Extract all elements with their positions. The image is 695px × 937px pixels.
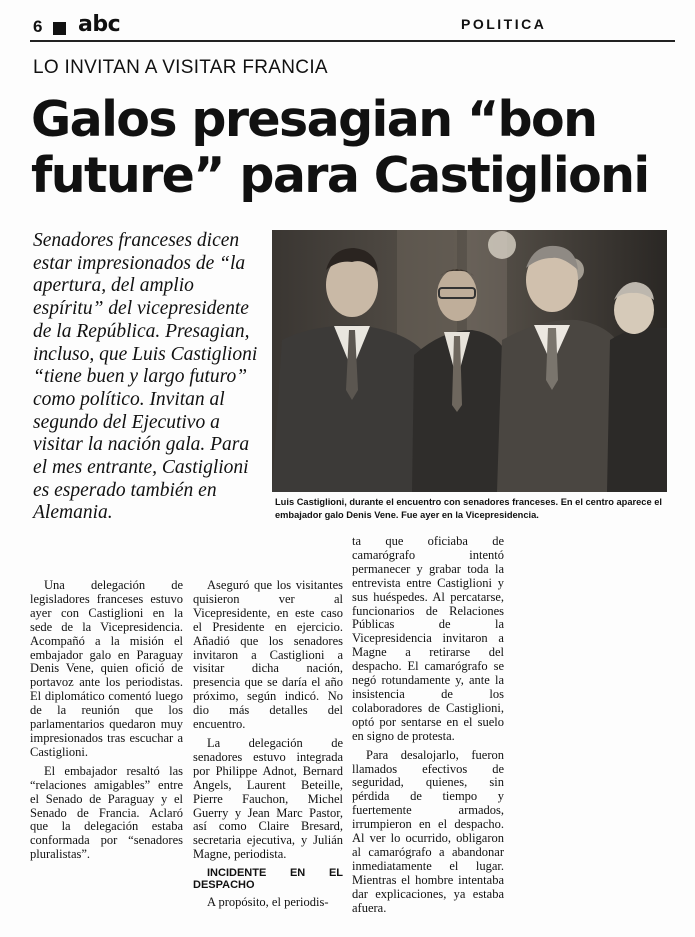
paragraph: Una delegación de legisladores franceses estuvo ayer con Castiglioni en la sede de la Vicepresidencia. Acompañó a la misión el embajador galo en Paraguay Denis Vene, quien ofició de portavoz ante los periodistas. El diplomático comentó luego de la reunión que los parlamentarios quedaron muy impresionados tras escuchar a Castiglioni. bbox=[30, 578, 183, 759]
section-label: POLITICA bbox=[461, 16, 547, 32]
paragraph: Aseguró que los visitantes quisieron ver al Vicepresidente, en este caso el Presidente en ejercicio. Añadió que los senadores invitaron a Castiglioni a visitar dicha nación, presencia que se daría el año próximo, según indicó. No dio más detalles del encuentro. bbox=[193, 578, 343, 732]
headline-line-2: future” para Castiglioni bbox=[31, 147, 649, 204]
paragraph: Para desalojarlo, fueron llamados efectivos de seguridad, quienes, sin pérdida de tiempo y fuertemente armados, irrumpieron en el despacho. Al ver lo ocurrido, obligaron al camarógrafo a abandonar inmediatamente el lugar. Mientras el hombre intentaba dar explicaciones, ya estaba afuera. bbox=[352, 747, 504, 915]
newspaper-logo: abc bbox=[78, 12, 121, 37]
text-column-1 bbox=[30, 579, 183, 862]
paragraph: El embajador resaltó las “relaciones amigables” entre el Senado de Paraguay y el Senado de Francia. Aclaró que la delegación estaba conformada por “senadores pluralistas”. bbox=[30, 763, 183, 862]
news-photo bbox=[272, 230, 667, 492]
photo-illustration bbox=[272, 230, 667, 492]
header-rule bbox=[30, 40, 675, 42]
square-bullet-icon bbox=[53, 22, 66, 35]
article-kicker: LO INVITAN A VISITAR FRANCIA bbox=[33, 57, 328, 78]
section-subhead: INCIDENTE EN EL DESPACHO bbox=[193, 867, 343, 892]
text-column-2 bbox=[193, 579, 343, 910]
page-number: 6 bbox=[33, 17, 43, 36]
photo-caption: Luis Castiglioni, durante el encuentro con senadores franceses. En el centro aparece el embajador galo Denis Vene. Fue ayer en la Vicepresidencia. bbox=[275, 497, 662, 520]
paragraph: A propósito, el periodis- bbox=[207, 895, 329, 910]
article-headline bbox=[31, 92, 671, 204]
headline-line-1: Galos presagian “bon bbox=[31, 91, 597, 148]
article-lede: Senadores franceses dicen estar impresionados de “la apertura, del amplio espíritu” del vicepresidente de la República. Presagian, incluso, que Luis Castiglioni “tiene buen y largo futuro” como político. Invitan al segundo del Ejecutivo a visitar la nación gala. Para el mes entrante, Castiglioni es esperado también en Alemania. bbox=[33, 230, 258, 524]
paragraph: La delegación de senadores estuvo integrada por Philippe Adnot, Bernard Angels, Laurent Beteille, Pierre Fauchon, Michel Guerry y Jean Marc Pastor, así como Claire Bresard, secretaria ejecutiva, y Julián Magne, periodista. bbox=[193, 735, 343, 862]
paragraph: ta que oficiaba de camarógrafo intentó permanecer y grabar toda la entrevista entre Castiglioni y sus huéspedes. Al percatarse, funcionarios de Relaciones Públicas de la Vicepresidencia invitaron a Magne a retirarse del despacho. El camarógrafo se negó rotundamente y, ante la insistencia de los colaboradores de Castiglioni, optó por sentarse en el suelo en signo de protesta. bbox=[352, 534, 504, 743]
text-column-3 bbox=[352, 535, 504, 915]
